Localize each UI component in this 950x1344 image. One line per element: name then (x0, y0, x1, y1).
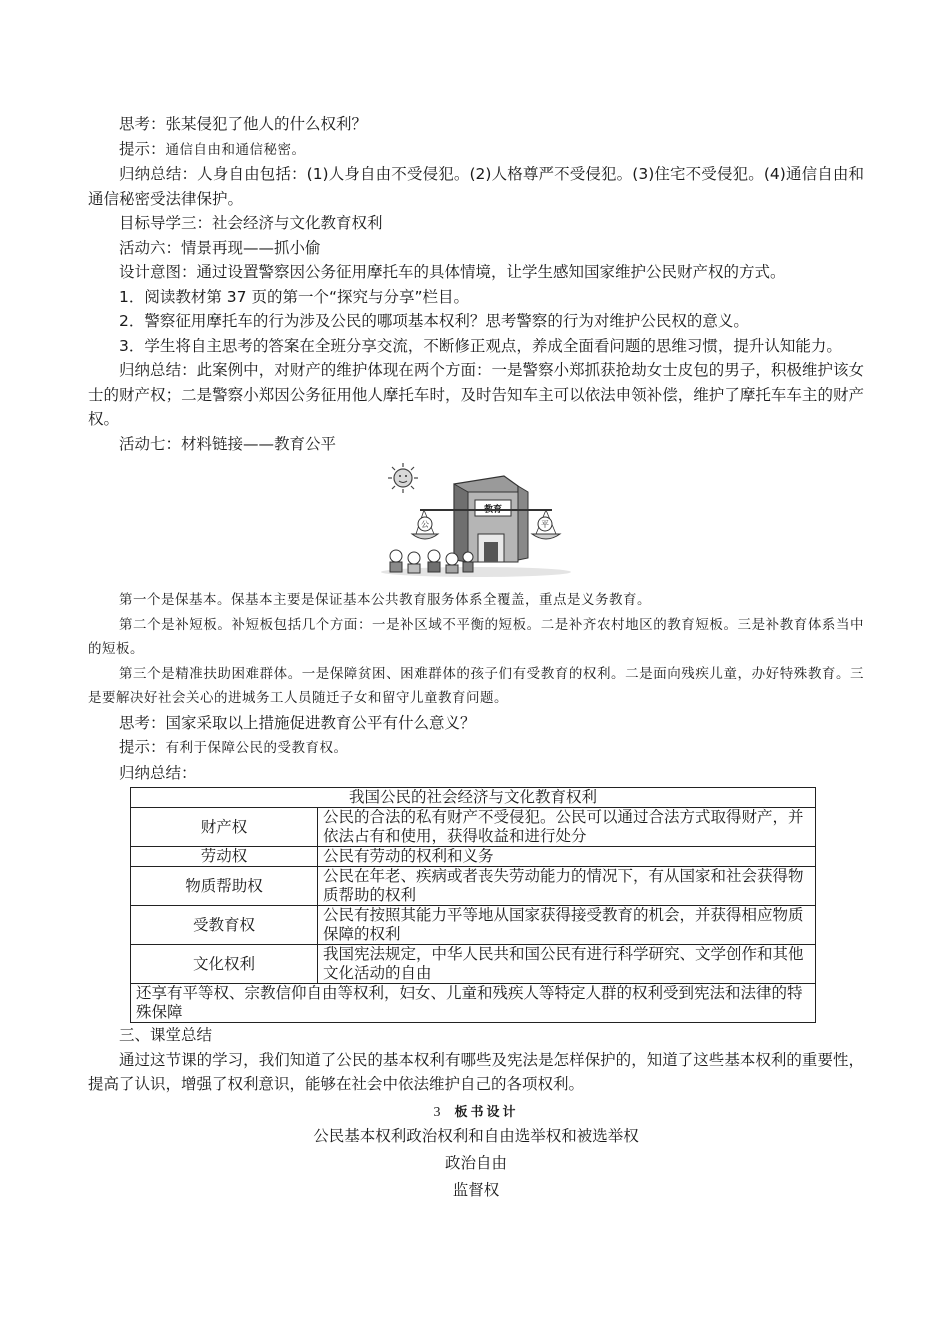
hint-label: 提示： (119, 139, 166, 158)
table-row (131, 867, 816, 906)
material-paragraph-3: 第三个是精准扶助困难群体。一是保障贫困、困难群体的孩子们有受教育的权利。二是面向残疾儿童，办好特殊教育。三是要解决好社会关心的进城务工人员随迁子女和留守儿童教育问题。 (88, 665, 864, 706)
table-row (131, 945, 816, 984)
hint-2 (88, 735, 864, 761)
step-2: 2．警察征用摩托车的行为涉及公民的哪项基本权利？思考警察的行为对维护公民权的意义。 (119, 312, 749, 330)
board-line-3: 监督权 (452, 1180, 500, 1199)
board-design-heading (88, 1101, 864, 1121)
material-paragraph-1: 第一个是保基本。保基本主要是保证基本公共教育服务体系全覆盖，重点是义务教育。 (119, 592, 651, 608)
hint-label: 提示： (119, 738, 166, 756)
right-description: 公民有劳动的权利和义务 (318, 847, 816, 867)
right-description: 公民的合法的私有财产不受侵犯。公民可以通过合法方式取得财产，并依法占有和使用，获得收益和进行处分 (318, 808, 816, 847)
hint-text: 有利于保障公民的受教育权。 (165, 740, 348, 756)
sun-icon (388, 463, 418, 493)
scale-right-label: 平 (541, 520, 549, 529)
right-name: 物质帮助权 (131, 867, 318, 906)
material-paragraph-2: 第二个是补短板。补短板包括几个方面：一是补区域不平衡的短板。二是补齐农村地区的教育短板。三是补教育体系当中的短板。 (88, 616, 864, 657)
school-building (454, 476, 528, 562)
right-name: 劳动权 (131, 847, 318, 867)
scale-left-label: 公 (421, 520, 429, 529)
board-line-1: 公民基本权利政治权利和自由选举权和被选举权 (313, 1126, 639, 1145)
table-row (131, 808, 816, 847)
table-row (131, 847, 816, 867)
activity-six-title: 活动六：情景再现——抓小偷 (119, 238, 321, 257)
think-question-1: 思考：张某侵犯了他人的什么权利？ (119, 115, 368, 133)
table-row (131, 906, 816, 945)
education-fairness-illustration (88, 462, 864, 580)
education-scale-icon (376, 462, 576, 580)
document-page (88, 112, 864, 1204)
goal-three-heading: 目标导学三：社会经济与文化教育权利 (119, 214, 383, 232)
right-name: 财产权 (131, 808, 318, 847)
rights-table (130, 787, 816, 1023)
board-title: 板书设计 (454, 1104, 519, 1120)
step-1: 1．阅读教材第 37 页的第一个“探究与分享”栏目。 (119, 287, 470, 306)
right-name: 受教育权 (131, 906, 318, 945)
summary-property-rights: 归纳总结：此案例中，对财产的维护体现在两个方面：一是警察小郑抓获抢劫女士皮包的男子，积极维护该女士的财产权；二是警察小郑因公务征用他人摩托车时，及时告知车主可以依法申领补偿，维护了摩托车车主的财产权。 (88, 361, 864, 428)
summary-personal-freedom: 归纳总结：人身自由包括：(1)人身自由不受侵犯。(2)人格尊严不受侵犯。(3)住宅不受侵犯。(4)通信自由和通信秘密受法律保护。 (88, 165, 864, 208)
right-description: 公民在年老、疾病或者丧失劳动能力的情况下，有从国家和社会获得物质帮助的权利 (318, 867, 816, 906)
table-title: 我国公民的社会经济与文化教育权利 (131, 788, 816, 808)
hint-text: 通信自由和通信秘密。 (165, 141, 306, 158)
board-number: 3 (433, 1104, 441, 1120)
table-header-row (131, 788, 816, 808)
hint-1 (88, 137, 864, 163)
board-line-2: 政治自由 (444, 1153, 507, 1172)
think-question-2: 思考：国家采取以上措施促进教育公平有什么意义？ (119, 713, 476, 732)
design-intent: 设计意图：通过设置警察因公务征用摩托车的具体情境，让学生感知国家维护公民财产权的方式。 (119, 263, 786, 281)
right-description: 公民有按照其能力平等地从国家获得接受教育的机会，并获得相应物质保障的权利 (318, 906, 816, 945)
activity-seven-title: 活动七：材料链接——教育公平 (119, 434, 337, 453)
right-name: 文化权利 (131, 945, 318, 984)
class-summary-text: 通过这节课的学习，我们知道了公民的基本权利有哪些及宪法是怎样保护的，知道了这些基本权利的重要性，提高了认识，增强了权利意识，能够在社会中依法维护自己的各项权利。 (88, 1050, 864, 1093)
right-description: 我国宪法规定，中华人民共和国公民有进行科学研究、文学创作和其他文化活动的自由 (318, 945, 816, 984)
class-summary-heading: 三、课堂总结 (119, 1026, 213, 1044)
table-footer: 还享有平等权、宗教信仰自由等权利，妇女、儿童和残疾人等特定人群的权利受到宪法和法律的特殊保障 (131, 984, 816, 1023)
table-footer-row (131, 984, 816, 1023)
building-label: 教育 (483, 505, 503, 515)
step-3: 3．学生将自主思考的答案在全班分享交流，不断修正观点，养成全面看问题的思维习惯，提升认知能力。 (119, 336, 842, 355)
summary-label: 归纳总结： (119, 763, 197, 782)
